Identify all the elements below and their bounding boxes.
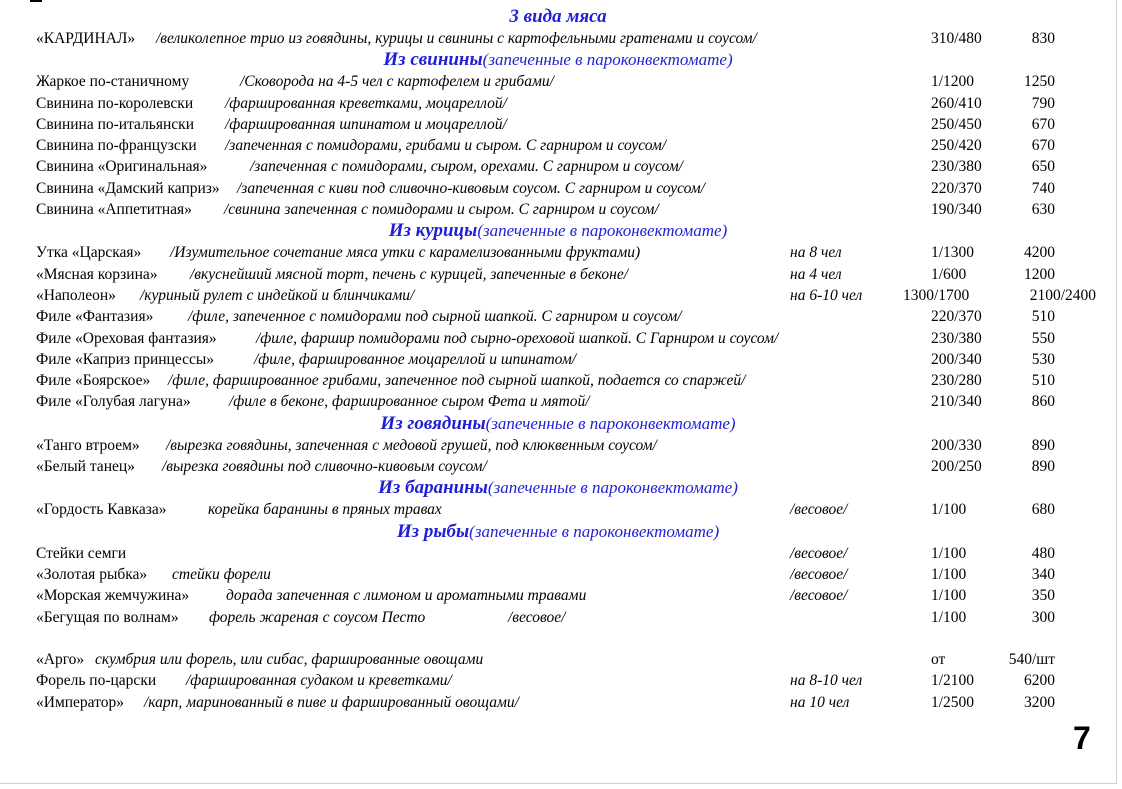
portion-weight: 1/100: [931, 608, 967, 626]
serving-note: /весовое/: [508, 608, 566, 626]
menu-item-row: [0, 71, 1116, 92]
dish-description: /фаршированная шпинатом и моцареллой/: [225, 115, 507, 133]
section-subtitle: (запеченные в пароконвектомате): [487, 478, 738, 498]
dish-name: Филе «Голубая лагуна»: [36, 393, 191, 411]
serving-note: на 8 чел: [790, 244, 842, 262]
portion-weight: 230/280: [931, 372, 982, 390]
section-heading: [0, 413, 1116, 435]
section-title: Из курицы: [388, 220, 478, 242]
menu-item-row: [0, 93, 1116, 114]
dish-price: 670: [1031, 115, 1055, 133]
dish-name: «Мясная корзина»: [36, 265, 158, 283]
dish-price: 540/шт: [1008, 651, 1055, 669]
menu-item-row: [0, 628, 1116, 649]
portion-weight: 230/380: [931, 158, 982, 176]
dish-description: /карп, маринованный в пиве и фаршированный овощами/: [144, 693, 519, 711]
section-heading: [0, 49, 1116, 71]
dish-price: 510: [1031, 308, 1055, 326]
dish-name: «Наполеон»: [36, 286, 116, 304]
dish-description: /запеченная с помидорами, грибами и сыром. С гарниром и соусом/: [225, 137, 667, 155]
portion-weight: 250/450: [931, 115, 982, 133]
portion-weight: 200/340: [931, 350, 982, 368]
portion-weight: 220/370: [931, 308, 982, 326]
dish-price: 480: [1031, 544, 1055, 562]
dish-description: /филе, фаршированное грибами, запеченное под сырной шапкой, подается со спаржей/: [168, 372, 746, 390]
dish-description: /фаршированная судаком и креветками/: [186, 672, 452, 690]
dish-price: 340: [1031, 565, 1055, 583]
serving-note: /весовое/: [790, 544, 848, 562]
menu-item-row: [0, 585, 1116, 606]
serving-note: на 4 чел: [790, 265, 842, 283]
corner-mark: [30, 0, 42, 2]
dish-description: /великолепное трио из говядины, курицы и свинины с картофельными гратенами и соусом/: [156, 30, 757, 47]
dish-name: «Бегущая по волнам»: [36, 608, 179, 626]
menu-item-row: [0, 692, 1116, 713]
dish-name: Утка «Царская»: [36, 244, 142, 262]
dish-description: /филе, фаршированное моцареллой и шпинатом/: [254, 350, 577, 368]
dish-price: 670: [1031, 137, 1055, 155]
section-title: Из говядины: [380, 412, 486, 434]
portion-weight: 220/370: [931, 179, 982, 197]
dish-name: Свинина «Аппетитная»: [36, 201, 192, 219]
serving-note: /весовое/: [790, 501, 848, 519]
serving-note: на 8-10 чел: [790, 672, 863, 690]
dish-price: 860: [1031, 393, 1055, 411]
portion-weight: 1/100: [931, 501, 967, 519]
dish-description: дорада запеченная с лимоном и ароматными травами: [226, 587, 587, 605]
menu-item-row: [0, 499, 1116, 520]
section-heading: [0, 477, 1116, 499]
dish-name: Свинина «Оригинальная»: [36, 158, 208, 176]
section-title: Из свинины: [383, 49, 483, 71]
section-subtitle: (запеченные в пароконвектомате): [477, 221, 728, 241]
dish-description: /филе, запеченное с помидорами под сырной шапкой. С гарниром и соусом/: [188, 308, 682, 326]
menu-item-row: [0, 306, 1116, 327]
portion-weight: 1/1200: [931, 73, 975, 91]
dish-description: /филе, фаршир помидорами под сырно-ореховой шапкой. С Гарниром и соусом/: [256, 329, 779, 347]
dish-description: стейки форели: [172, 565, 271, 583]
dish-name: «Золотая рыбка»: [36, 565, 148, 583]
portion-weight: 250/420: [931, 137, 982, 155]
menu-item-row: [0, 178, 1116, 199]
portion-weight: 230/380: [931, 329, 982, 347]
dish-name: Жаркое по-станичному: [36, 73, 190, 91]
portion-weight: 1/1300: [931, 244, 975, 262]
dish-description: /филе в беконе, фаршированное сыром Фета и мятой/: [229, 393, 590, 411]
section-subtitle: (запеченные в пароконвектомате): [469, 521, 720, 541]
portion-weight: 1/100: [931, 565, 967, 583]
menu-item-row: [0, 114, 1116, 135]
dish-price: 350: [1031, 587, 1055, 605]
dish-description: /Изумительное сочетание мяса утки с карамелизованными фруктами): [170, 244, 641, 262]
dish-name: «Арго»: [36, 651, 85, 669]
portion-weight: 200/330: [931, 436, 982, 454]
section-subtitle: (запеченные в пароконвектомате): [485, 413, 736, 433]
dish-name: Стейки семги: [36, 544, 127, 562]
section-heading: [0, 220, 1116, 242]
dish-description: /Сковорода на 4-5 чел с картофелем и грибами/: [240, 73, 554, 91]
portion-weight: 210/340: [931, 393, 982, 411]
dish-description: /куриный рулет с индейкой и блинчиками/: [140, 286, 415, 304]
dish-price: 3200: [1024, 693, 1055, 711]
dish-price: 680: [1031, 501, 1055, 519]
portion-weight: 190/340: [931, 201, 982, 219]
menu-item-row: [0, 649, 1116, 670]
dish-price: 830: [1031, 30, 1055, 47]
dish-name: Филе «Каприз принцессы»: [36, 350, 215, 368]
menu-item-row: [0, 156, 1116, 177]
dish-description: /вкуснейший мясной торт, печень с курицей, запеченные в беконе/: [190, 265, 629, 283]
menu-item-row: [0, 242, 1116, 263]
portion-weight: 1/100: [931, 587, 967, 605]
portion-weight: 200/250: [931, 458, 982, 476]
dish-price: 510: [1031, 372, 1055, 390]
page-number: 7: [1073, 720, 1091, 756]
menu-page: [0, 6, 1116, 713]
serving-note: /весовое/: [790, 565, 848, 583]
dish-price: 790: [1031, 94, 1055, 112]
menu-item-row: [0, 456, 1116, 477]
dish-name: «Император»: [36, 693, 124, 711]
portion-weight: от: [931, 651, 946, 669]
dish-price: 890: [1031, 436, 1055, 454]
menu-item-row: [0, 670, 1116, 691]
portion-weight: 1300/1700: [903, 286, 970, 304]
section-heading: [0, 521, 1116, 543]
portion-weight: 1/2500: [931, 693, 975, 711]
dish-name: Филе «Фантазия»: [36, 308, 154, 326]
dish-name: Свинина «Дамский каприз»: [36, 179, 220, 197]
menu-item-row: [0, 370, 1116, 391]
serving-note: на 10 чел: [790, 693, 850, 711]
portion-weight: 260/410: [931, 94, 982, 112]
dish-description: /вырезка говядины, запеченная с медовой грушей, под клюквенным соусом/: [166, 436, 657, 454]
dish-price: 4200: [1024, 244, 1055, 262]
menu-item-row: [0, 135, 1116, 156]
dish-name: Свинина по-королевски: [36, 94, 194, 112]
portion-weight: 310/480: [931, 30, 982, 47]
dish-name: Свинина по-французски: [36, 137, 197, 155]
dish-description: /вырезка говядины под сливочно-кивовым соусом/: [162, 458, 487, 476]
section-subtitle: (запеченные в пароконвектомате): [482, 50, 733, 70]
serving-note: /весовое/: [790, 587, 848, 605]
menu-item-row: [0, 28, 1116, 49]
dish-description: корейка баранины в пряных травах: [208, 501, 442, 519]
dish-description: скумбрия или форель, или сибас, фаршированные овощами: [95, 651, 484, 669]
dish-description: /запеченная с киви под сливочно-кивовым соусом. С гарниром и соусом/: [237, 179, 705, 197]
dish-price: 1200: [1024, 265, 1055, 283]
dish-price: 530: [1031, 350, 1055, 368]
dish-price: 6200: [1024, 672, 1055, 690]
dish-price: 550: [1031, 329, 1055, 347]
dish-name: «Белый танец»: [36, 458, 135, 476]
dish-price: 890: [1031, 458, 1055, 476]
dish-name: Форель по-царски: [36, 672, 157, 690]
dish-name: «Морская жемчужина»: [36, 587, 190, 605]
menu-item-row: [0, 199, 1116, 220]
portion-weight: 1/100: [931, 544, 967, 562]
page-edge-bottom: [0, 783, 1117, 784]
dish-price: 630: [1031, 201, 1055, 219]
dish-price: 740: [1031, 179, 1055, 197]
dish-description: /свинина запеченная с помидорами и сыром. С гарниром и соусом/: [224, 201, 659, 219]
dish-description: /фаршированная креветками, моцареллой/: [225, 94, 507, 112]
page-edge-right: [1116, 0, 1117, 783]
dish-name: «Гордость Кавказа»: [36, 501, 167, 519]
menu-item-row: [0, 328, 1116, 349]
dish-name: Свинина по-итальянски: [36, 115, 195, 133]
dish-price: 2100/2400: [1029, 286, 1096, 304]
dish-name: Филе «Боярское»: [36, 372, 151, 390]
section-heading: [0, 6, 1116, 28]
menu-item-row: [0, 543, 1116, 564]
menu-item-row: [0, 435, 1116, 456]
dish-description: /запеченная с помидорами, сыром, орехами. С гарниром и соусом/: [250, 158, 683, 176]
dish-name: «КАРДИНАЛ»: [36, 30, 136, 47]
menu-item-row: [0, 264, 1116, 285]
dish-price: 1250: [1024, 73, 1055, 91]
menu-item-row: [0, 285, 1116, 306]
menu-item-row: [0, 564, 1116, 585]
portion-weight: 1/2100: [931, 672, 975, 690]
dish-price: 300: [1031, 608, 1055, 626]
menu-item-row: [0, 391, 1116, 412]
dish-name: «Танго втроем»: [36, 436, 140, 454]
section-title: Из рыбы: [396, 520, 470, 542]
serving-note: на 6-10 чел: [790, 286, 863, 304]
dish-name: Филе «Ореховая фантазия»: [36, 329, 217, 347]
dish-description: форель жареная с соусом Песто: [209, 608, 426, 626]
portion-weight: 1/600: [931, 265, 967, 283]
menu-item-row: [0, 349, 1116, 370]
section-title: Из баранины: [378, 477, 488, 499]
section-title: 3 вида мяса: [509, 6, 607, 27]
menu-item-row: [0, 607, 1116, 628]
dish-price: 650: [1031, 158, 1055, 176]
